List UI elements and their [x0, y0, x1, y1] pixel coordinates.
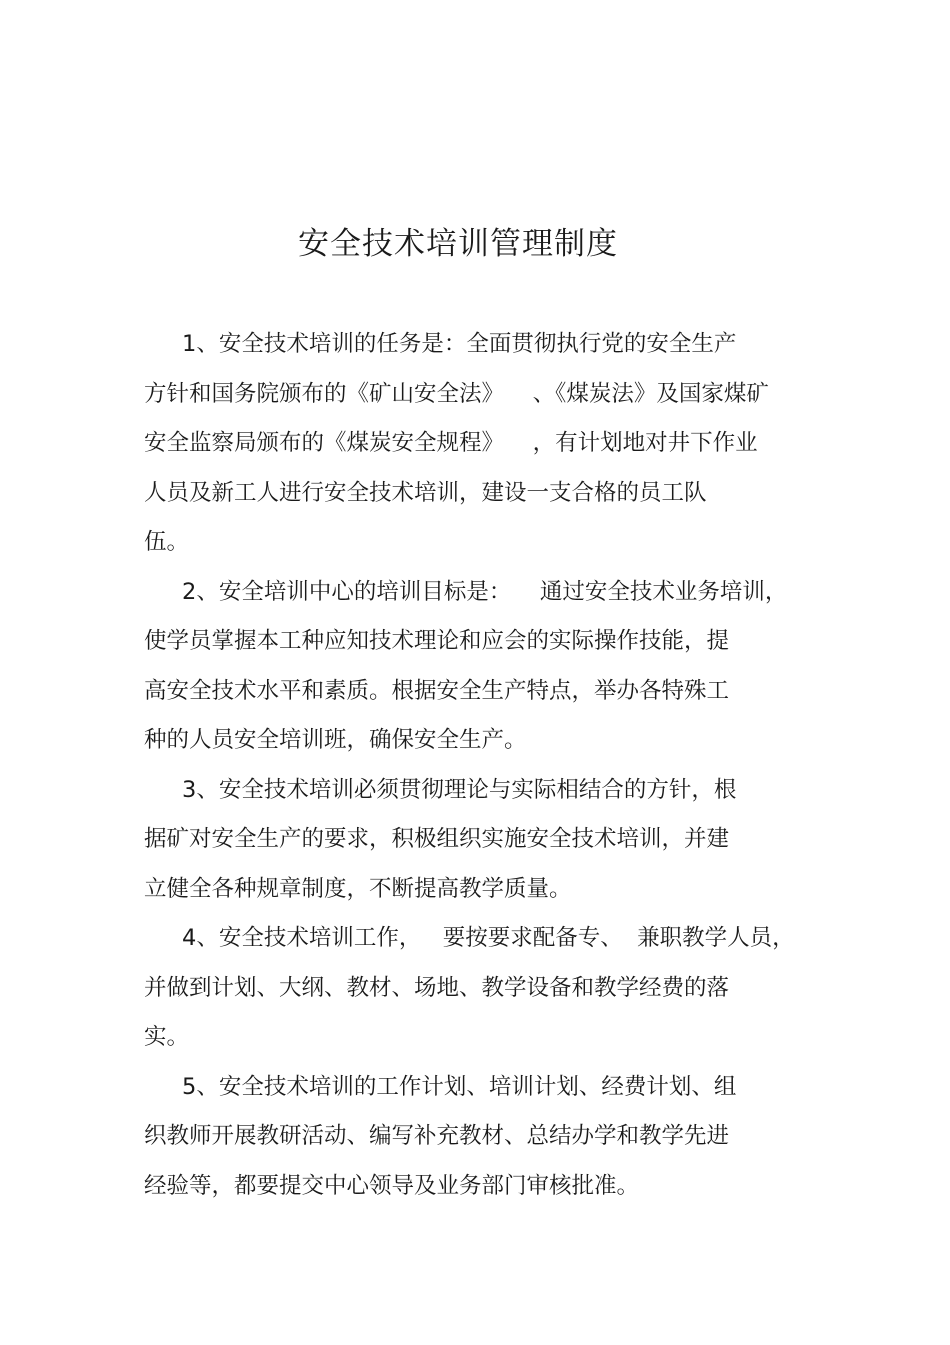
paragraph-line: 并做到计划、大纲、教材、场地、教学设备和教学经费的落	[144, 974, 730, 1001]
paragraph-line: 经验等，都要提交中心领导及业务部门审核批准。	[144, 1172, 640, 1199]
paragraph-line: 1、安全技术培训的任务是：全面贯彻执行党的安全生产	[182, 331, 737, 357]
paragraph-line: 实。	[144, 1024, 190, 1050]
paragraph-line: 据矿对安全生产的要求，积极组织实施安全技术培训，并建	[144, 826, 730, 852]
paragraph-line: 4、安全技术培训工作， 要按要求配备专、 兼职教学人员，	[182, 925, 795, 951]
paragraph-line: 种的人员安全培训班，确保安全生产。	[144, 727, 527, 753]
document-title: 安全技术培训管理制度	[298, 226, 618, 262]
paragraph-line: 立健全各种规章制度，不断提高教学质量。	[144, 875, 572, 902]
paragraph-line: 使学员掌握本工种应知技术理论和应会的实际操作技能，提	[144, 628, 730, 654]
paragraph-5	[144, 1063, 804, 1212]
paragraph-line: 高安全技术水平和素质。根据安全生产特点，举办各特殊工	[144, 677, 730, 704]
paragraph-line: 伍。	[144, 529, 190, 555]
paragraph-2	[144, 568, 804, 766]
paragraph-line: 织教师开展教研活动、编写补充教材、总结办学和教学先进	[144, 1123, 730, 1149]
document-body	[144, 320, 804, 1211]
paragraph-line: 3、安全技术培训必须贯彻理论与实际相结合的方针，根	[182, 776, 737, 803]
paragraph-4	[144, 914, 804, 1063]
paragraph-1	[144, 320, 804, 568]
paragraph-3	[144, 766, 804, 915]
paragraph-line: 人员及新工人进行安全技术培训，建设一支合格的员工队	[144, 479, 707, 506]
paragraph-line: 方针和国务院颁布的《矿山安全法》 、《煤炭法》及国家煤矿	[144, 380, 769, 407]
paragraph-line: 5、安全技术培训的工作计划、培训计划、经费计划、组	[182, 1073, 737, 1100]
paragraph-line: 安全监察局颁布的《煤炭安全规程》 ，有计划地对井下作业	[144, 430, 758, 456]
paragraph-line: 2、安全培训中心的培训目标是： 通过安全技术业务培训，	[182, 578, 788, 605]
